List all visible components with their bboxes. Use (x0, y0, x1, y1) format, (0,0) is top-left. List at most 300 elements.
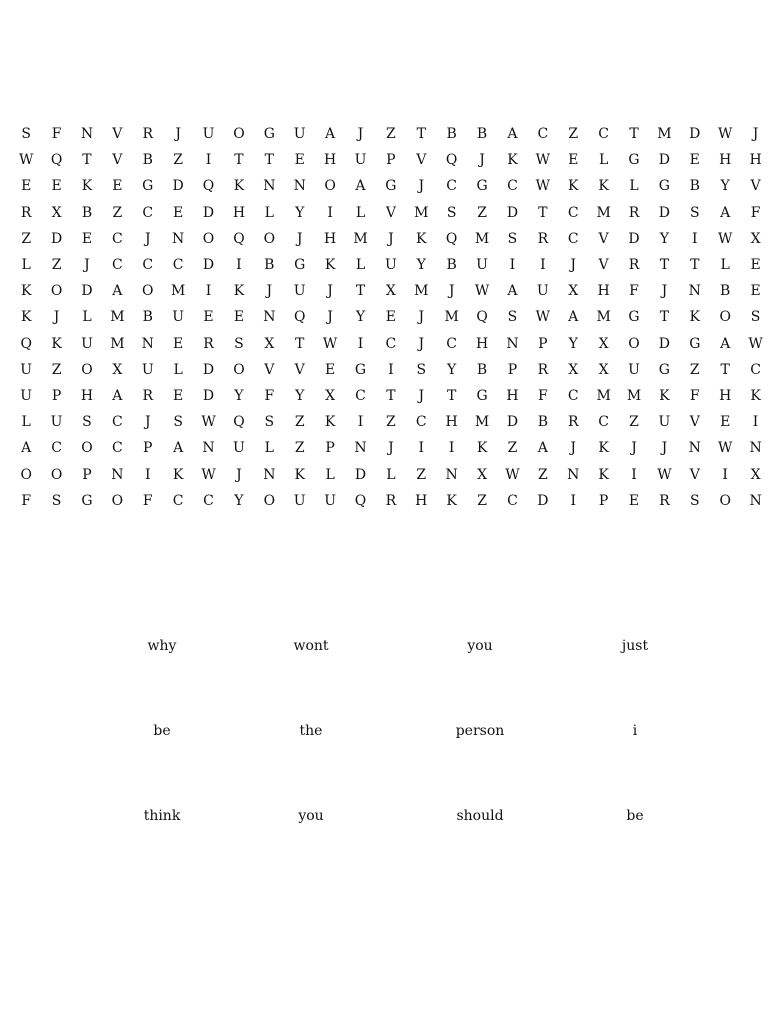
grid-cell[interactable]: O (719, 309, 731, 326)
grid-cell[interactable]: A (112, 387, 123, 404)
grid-cell[interactable]: C (446, 178, 458, 195)
grid-cell[interactable]: E (628, 492, 640, 509)
grid-cell[interactable]: E (81, 230, 93, 247)
grid-cell[interactable]: D (202, 204, 215, 221)
grid-cell[interactable]: J (327, 309, 333, 326)
grid-cell[interactable]: J (570, 440, 577, 457)
grid-cell[interactable]: Y (447, 361, 457, 378)
grid-cell[interactable]: A (507, 283, 518, 300)
grid-cell[interactable]: X (598, 335, 609, 352)
grid-cell[interactable]: X (477, 466, 488, 483)
grid-cell[interactable]: S (51, 492, 62, 509)
grid-cell[interactable]: X (385, 283, 396, 300)
grid-cell[interactable]: Z (568, 126, 579, 143)
grid-cell[interactable]: R (628, 257, 640, 274)
grid-cell[interactable]: O (81, 440, 93, 457)
grid-cell[interactable]: U (20, 361, 33, 378)
grid-cell[interactable]: Z (386, 126, 396, 143)
grid-cell[interactable]: C (112, 257, 123, 274)
grid-cell[interactable]: N (688, 283, 701, 300)
grid-cell[interactable]: U (233, 440, 245, 457)
grid-cell[interactable]: E (173, 335, 184, 352)
grid-cell[interactable]: A (720, 335, 731, 352)
grid-cell[interactable]: N (749, 492, 762, 509)
grid-cell[interactable]: Q (20, 335, 32, 352)
grid-cell[interactable]: K (659, 387, 670, 404)
grid-cell[interactable]: I (205, 283, 212, 300)
grid-cell[interactable]: H (323, 230, 337, 247)
grid-cell[interactable]: T (538, 204, 548, 221)
grid-cell[interactable]: V (385, 204, 396, 221)
grid-cell[interactable]: D (81, 283, 93, 300)
grid-cell[interactable]: X (568, 361, 579, 378)
grid-cell[interactable]: B (689, 178, 700, 195)
grid-cell[interactable]: S (446, 204, 457, 221)
grid-cell[interactable]: D (506, 414, 519, 431)
grid-cell[interactable]: U (202, 126, 215, 143)
grid-cell[interactable]: L (355, 204, 366, 221)
grid-cell[interactable]: B (720, 283, 731, 300)
grid-cell[interactable]: H (749, 152, 762, 169)
grid-cell[interactable]: Q (293, 309, 306, 326)
grid-cell[interactable]: J (418, 178, 425, 195)
grid-cell[interactable]: W (717, 440, 733, 457)
grid-cell[interactable]: Y (659, 230, 670, 247)
grid-cell[interactable]: L (355, 257, 366, 274)
grid-cell[interactable]: D (628, 230, 640, 247)
grid-cell[interactable]: P (325, 440, 335, 457)
grid-cell[interactable]: E (720, 414, 731, 431)
grid-cell[interactable]: H (445, 414, 458, 431)
grid-cell[interactable]: V (750, 178, 761, 195)
grid-cell[interactable]: I (357, 335, 364, 352)
grid-cell[interactable]: W (717, 126, 733, 143)
grid-cell[interactable]: P (143, 440, 153, 457)
grid-cell[interactable]: G (476, 387, 488, 404)
grid-cell[interactable]: W (657, 466, 672, 483)
grid-cell[interactable]: A (325, 126, 336, 143)
grid-cell[interactable]: C (567, 230, 579, 247)
grid-cell[interactable]: O (50, 466, 63, 483)
grid-cell[interactable]: F (689, 387, 700, 404)
grid-cell[interactable]: W (19, 152, 34, 169)
grid-cell[interactable]: R (537, 230, 549, 247)
grid-cell[interactable]: B (476, 361, 488, 378)
grid-cell[interactable]: E (324, 361, 336, 378)
grid-cell[interactable]: O (111, 492, 124, 509)
grid-cell[interactable]: Z (112, 204, 123, 221)
grid-cell[interactable]: K (233, 178, 245, 195)
grid-cell[interactable]: J (357, 126, 364, 143)
grid-cell[interactable]: D (354, 466, 367, 483)
grid-cell[interactable]: O (50, 283, 63, 300)
grid-cell[interactable]: J (296, 230, 303, 247)
grid-cell[interactable]: X (750, 466, 761, 483)
grid-cell[interactable]: Y (355, 309, 366, 326)
grid-cell[interactable]: Q (476, 309, 488, 326)
grid-cell[interactable]: W (201, 466, 216, 483)
grid-cell[interactable]: T (659, 309, 670, 326)
grid-cell[interactable]: Y (234, 387, 244, 404)
grid-cell[interactable]: C (567, 204, 579, 221)
grid-cell[interactable]: K (172, 466, 184, 483)
grid-cell[interactable]: L (325, 466, 335, 483)
grid-cell[interactable]: S (507, 230, 518, 247)
grid-cell[interactable]: N (172, 230, 185, 247)
grid-cell[interactable]: M (596, 204, 611, 221)
grid-cell[interactable]: C (112, 414, 123, 431)
grid-cell[interactable]: G (689, 335, 701, 352)
grid-cell[interactable]: E (689, 152, 700, 169)
grid-cell[interactable]: M (414, 204, 429, 221)
grid-cell[interactable]: W (748, 335, 763, 352)
grid-cell[interactable]: U (172, 309, 185, 326)
grid-cell[interactable]: V (112, 152, 123, 169)
grid-cell[interactable]: M (110, 309, 125, 326)
grid-cell[interactable]: V (416, 152, 427, 169)
grid-cell[interactable]: X (750, 230, 761, 247)
grid-cell[interactable]: Z (629, 414, 639, 431)
grid-cell[interactable]: U (536, 283, 549, 300)
grid-cell[interactable]: C (537, 126, 549, 143)
grid-cell[interactable]: P (598, 492, 609, 509)
grid-cell[interactable]: M (596, 387, 611, 404)
grid-cell[interactable]: U (20, 387, 33, 404)
grid-cell[interactable]: O (628, 335, 640, 352)
grid-cell[interactable]: L (386, 466, 396, 483)
grid-cell[interactable]: T (386, 387, 396, 404)
grid-cell[interactable]: R (537, 361, 549, 378)
grid-cell[interactable]: V (598, 230, 609, 247)
grid-cell[interactable]: I (448, 440, 455, 457)
grid-cell[interactable]: U (628, 361, 640, 378)
grid-cell[interactable]: Q (233, 230, 245, 247)
grid-cell[interactable]: K (689, 309, 701, 326)
grid-cell[interactable]: J (418, 335, 425, 352)
grid-cell[interactable]: N (445, 466, 458, 483)
grid-cell[interactable]: Q (233, 414, 245, 431)
grid-cell[interactable]: D (50, 230, 63, 247)
grid-cell[interactable]: C (51, 440, 62, 457)
grid-cell[interactable]: B (81, 204, 93, 221)
grid-cell[interactable]: F (629, 283, 639, 300)
grid-cell[interactable]: M (474, 414, 490, 431)
grid-cell[interactable]: B (264, 257, 275, 274)
grid-cell[interactable]: N (202, 440, 215, 457)
grid-cell[interactable]: V (598, 257, 609, 274)
grid-cell[interactable]: L (82, 309, 92, 326)
grid-cell[interactable]: S (234, 335, 244, 352)
grid-cell[interactable]: E (173, 387, 184, 404)
grid-cell[interactable]: R (385, 492, 397, 509)
grid-cell[interactable]: N (354, 440, 367, 457)
grid-cell[interactable]: Q (445, 230, 458, 247)
grid-cell[interactable]: K (20, 283, 32, 300)
grid-cell[interactable]: G (628, 309, 640, 326)
grid-cell[interactable]: S (82, 414, 92, 431)
grid-cell[interactable]: K (598, 466, 609, 483)
grid-cell[interactable]: H (475, 335, 489, 352)
grid-cell[interactable]: I (540, 257, 546, 274)
grid-cell[interactable]: Y (720, 178, 730, 195)
grid-cell[interactable]: I (570, 492, 576, 509)
grid-cell[interactable]: Y (416, 257, 426, 274)
grid-cell[interactable]: J (327, 283, 333, 300)
grid-cell[interactable]: I (722, 466, 728, 483)
grid-cell[interactable]: Y (234, 492, 244, 509)
grid-cell[interactable]: K (233, 283, 245, 300)
grid-cell[interactable]: G (294, 257, 306, 274)
grid-cell[interactable]: C (750, 361, 761, 378)
grid-cell[interactable]: W (717, 230, 733, 247)
grid-cell[interactable]: Z (51, 361, 62, 378)
grid-cell[interactable]: M (110, 335, 125, 352)
grid-cell[interactable]: D (506, 204, 519, 221)
grid-cell[interactable]: L (21, 257, 31, 274)
grid-cell[interactable]: K (51, 335, 62, 352)
grid-cell[interactable]: S (750, 309, 761, 326)
grid-cell[interactable]: R (20, 204, 32, 221)
grid-cell[interactable]: C (567, 387, 579, 404)
grid-cell[interactable]: D (658, 152, 671, 169)
grid-cell[interactable]: C (507, 492, 518, 509)
grid-cell[interactable]: N (111, 466, 124, 483)
grid-cell[interactable]: W (535, 309, 551, 326)
grid-cell[interactable]: S (416, 361, 427, 378)
grid-cell[interactable]: Y (295, 387, 305, 404)
grid-cell[interactable]: S (264, 414, 275, 431)
grid-cell[interactable]: I (509, 257, 516, 274)
grid-cell[interactable]: E (173, 204, 184, 221)
grid-cell[interactable]: U (50, 414, 63, 431)
grid-cell[interactable]: J (388, 230, 394, 247)
grid-cell[interactable]: O (719, 492, 731, 509)
grid-cell[interactable]: K (324, 257, 336, 274)
grid-cell[interactable]: R (142, 387, 154, 404)
grid-cell[interactable]: J (266, 283, 273, 300)
grid-cell[interactable]: S (507, 309, 518, 326)
grid-cell[interactable]: J (418, 309, 425, 326)
grid-cell[interactable]: K (294, 466, 305, 483)
grid-cell[interactable]: T (690, 257, 700, 274)
grid-cell[interactable]: Z (21, 230, 32, 247)
grid-cell[interactable]: Z (477, 204, 487, 221)
grid-cell[interactable]: G (263, 126, 275, 143)
grid-cell[interactable]: C (507, 178, 518, 195)
grid-cell[interactable]: V (294, 361, 305, 378)
grid-cell[interactable]: A (21, 440, 32, 457)
grid-cell[interactable]: D (202, 387, 215, 404)
grid-cell[interactable]: R (203, 335, 214, 352)
grid-cell[interactable]: Z (477, 492, 487, 509)
grid-cell[interactable]: Q (354, 492, 367, 509)
grid-cell[interactable]: P (538, 335, 548, 352)
grid-cell[interactable]: J (752, 126, 759, 143)
grid-cell[interactable]: L (629, 178, 639, 195)
grid-cell[interactable]: I (357, 414, 364, 431)
grid-cell[interactable]: O (263, 230, 276, 247)
grid-cell[interactable]: J (479, 152, 485, 169)
grid-cell[interactable]: F (142, 492, 153, 509)
grid-cell[interactable]: R (659, 492, 670, 509)
grid-cell[interactable]: L (598, 152, 609, 169)
grid-cell[interactable]: V (689, 466, 700, 483)
grid-cell[interactable]: W (535, 178, 551, 195)
grid-cell[interactable]: O (202, 230, 215, 247)
grid-cell[interactable]: K (567, 178, 579, 195)
grid-cell[interactable]: J (175, 126, 181, 143)
grid-cell[interactable]: E (21, 178, 32, 195)
grid-cell[interactable]: M (353, 230, 368, 247)
grid-cell[interactable]: J (631, 440, 637, 457)
grid-cell[interactable]: A (173, 440, 184, 457)
grid-cell[interactable]: R (567, 414, 579, 431)
grid-cell[interactable]: N (293, 178, 306, 195)
grid-cell[interactable]: C (446, 335, 458, 352)
grid-cell[interactable]: O (233, 126, 245, 143)
grid-cell[interactable]: F (537, 387, 548, 404)
grid-cell[interactable]: C (598, 414, 609, 431)
grid-cell[interactable]: Z (537, 466, 548, 483)
grid-cell[interactable]: H (80, 387, 94, 404)
grid-cell[interactable]: U (293, 126, 306, 143)
grid-cell[interactable]: X (325, 387, 336, 404)
grid-cell[interactable]: O (20, 466, 32, 483)
grid-cell[interactable]: V (112, 126, 123, 143)
grid-cell[interactable]: H (506, 387, 519, 404)
grid-cell[interactable]: J (84, 257, 90, 274)
grid-cell[interactable]: A (507, 126, 518, 143)
grid-cell[interactable]: E (294, 152, 305, 169)
grid-cell[interactable]: C (172, 257, 184, 274)
grid-cell[interactable]: J (144, 230, 151, 247)
grid-cell[interactable]: T (295, 335, 305, 352)
grid-cell[interactable]: Y (568, 335, 578, 352)
grid-cell[interactable]: I (144, 466, 151, 483)
grid-cell[interactable]: T (629, 126, 639, 143)
grid-cell[interactable]: T (82, 152, 92, 169)
grid-cell[interactable]: M (626, 387, 642, 404)
grid-cell[interactable]: F (750, 204, 761, 221)
grid-cell[interactable]: N (263, 466, 276, 483)
grid-cell[interactable]: I (752, 414, 759, 431)
grid-cell[interactable]: J (53, 309, 60, 326)
grid-cell[interactable]: B (142, 309, 153, 326)
grid-cell[interactable]: Z (294, 414, 305, 431)
grid-cell[interactable]: M (596, 309, 611, 326)
grid-cell[interactable]: Z (416, 466, 427, 483)
grid-cell[interactable]: T (659, 257, 670, 274)
grid-cell[interactable]: H (597, 283, 610, 300)
grid-cell[interactable]: C (598, 126, 609, 143)
grid-cell[interactable]: O (142, 283, 154, 300)
grid-cell[interactable]: L (21, 414, 31, 431)
grid-cell[interactable]: T (720, 361, 730, 378)
grid-cell[interactable]: A (720, 204, 731, 221)
grid-cell[interactable]: R (142, 126, 154, 143)
grid-cell[interactable]: T (264, 152, 274, 169)
grid-cell[interactable]: Z (507, 440, 518, 457)
grid-cell[interactable]: D (172, 178, 184, 195)
grid-cell[interactable]: B (476, 126, 488, 143)
grid-cell[interactable]: X (568, 283, 579, 300)
grid-cell[interactable]: W (535, 152, 551, 169)
grid-cell[interactable]: I (205, 152, 212, 169)
grid-cell[interactable]: G (81, 492, 93, 509)
grid-cell[interactable]: W (322, 335, 338, 352)
grid-cell[interactable]: S (21, 126, 31, 143)
grid-cell[interactable]: N (567, 466, 580, 483)
grid-cell[interactable]: N (80, 126, 94, 143)
grid-cell[interactable]: D (202, 257, 215, 274)
grid-cell[interactable]: G (628, 152, 640, 169)
grid-cell[interactable]: G (354, 361, 367, 378)
grid-cell[interactable]: A (568, 309, 579, 326)
grid-cell[interactable]: G (142, 178, 154, 195)
grid-cell[interactable]: W (505, 466, 520, 483)
grid-cell[interactable]: T (446, 387, 457, 404)
grid-cell[interactable]: H (719, 387, 732, 404)
grid-cell[interactable]: E (750, 283, 761, 300)
grid-cell[interactable]: F (264, 387, 275, 404)
grid-cell[interactable]: C (112, 230, 123, 247)
grid-cell[interactable]: T (416, 126, 426, 143)
grid-cell[interactable]: E (568, 152, 579, 169)
grid-cell[interactable]: X (51, 204, 62, 221)
grid-cell[interactable]: D (658, 204, 671, 221)
grid-cell[interactable]: H (415, 492, 428, 509)
grid-cell[interactable]: Q (445, 152, 458, 169)
grid-cell[interactable]: I (236, 257, 242, 274)
grid-cell[interactable]: K (20, 309, 32, 326)
grid-cell[interactable]: K (324, 414, 336, 431)
grid-cell[interactable]: V (264, 361, 275, 378)
grid-cell[interactable]: Y (295, 204, 305, 221)
grid-cell[interactable]: Z (689, 361, 700, 378)
grid-cell[interactable]: J (570, 257, 577, 274)
grid-cell[interactable]: C (172, 492, 184, 509)
grid-cell[interactable]: K (507, 152, 518, 169)
grid-cell[interactable]: P (51, 387, 62, 404)
grid-cell[interactable]: G (658, 178, 670, 195)
grid-cell[interactable]: I (418, 440, 425, 457)
grid-cell[interactable]: J (388, 440, 394, 457)
grid-cell[interactable]: Z (386, 414, 396, 431)
grid-cell[interactable]: J (144, 414, 151, 431)
grid-cell[interactable]: U (476, 257, 488, 274)
grid-cell[interactable]: C (142, 257, 154, 274)
grid-cell[interactable]: E (112, 178, 123, 195)
grid-cell[interactable]: H (323, 152, 337, 169)
grid-cell[interactable]: M (170, 283, 186, 300)
grid-cell[interactable]: H (719, 152, 732, 169)
grid-cell[interactable]: E (233, 309, 245, 326)
grid-cell[interactable]: U (293, 283, 306, 300)
grid-cell[interactable]: I (327, 204, 333, 221)
grid-cell[interactable]: C (142, 204, 154, 221)
grid-cell[interactable]: O (324, 178, 336, 195)
grid-cell[interactable]: C (385, 335, 397, 352)
grid-cell[interactable]: M (414, 283, 429, 300)
grid-cell[interactable]: T (355, 283, 366, 300)
grid-cell[interactable]: W (201, 414, 216, 431)
grid-cell[interactable]: C (355, 387, 366, 404)
grid-cell[interactable]: G (658, 361, 670, 378)
grid-cell[interactable]: N (688, 440, 701, 457)
grid-cell[interactable]: Q (50, 152, 63, 169)
grid-cell[interactable]: U (354, 152, 367, 169)
grid-cell[interactable]: B (446, 257, 457, 274)
